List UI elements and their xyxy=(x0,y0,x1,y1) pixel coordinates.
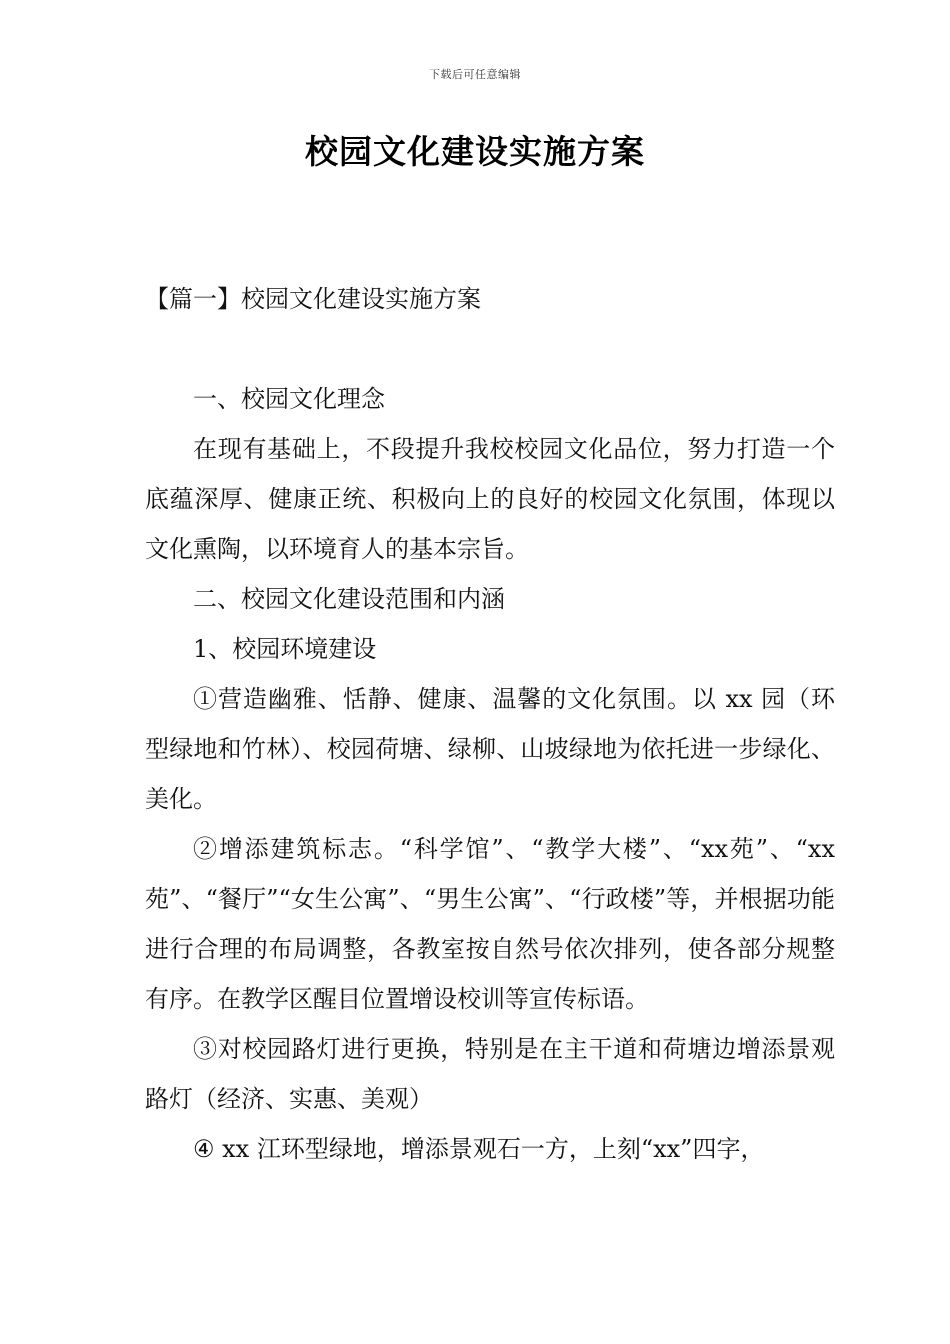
heading-culture-concept: 一、校园文化理念 xyxy=(193,385,385,413)
paragraph-item-3: ③对校园路灯进行更换，特别是在主干道和荷塘边增添景观路灯（经济、实惠、美观） xyxy=(145,1035,835,1113)
heading-scope-and-content: 二、校园文化建设范围和内涵 xyxy=(193,585,505,613)
paragraph-item-1: ①营造幽雅、恬静、健康、温馨的文化氛围。以 xx 园（环型绿地和竹林）、校园荷塘、绿柳、山坡绿地为依托进一步绿化、美化。 xyxy=(145,685,835,813)
paragraph-item-4: ④ xx 江环型绿地，增添景观石一方，上刻“xx”四字， xyxy=(193,1135,765,1163)
document-title: 校园文化建设实施方案 xyxy=(305,132,645,171)
paragraph-culture-concept: 在现有基础上，不段提升我校校园文化品位，努力打造一个底蕴深厚、健康正统、积极向上的良好的校园文化氛围，体现以文化熏陶，以环境育人的基本宗旨。 xyxy=(145,435,835,563)
paragraph-item-2: ②增添建筑标志。“科学馆”、“教学大楼”、“xx苑”、“xx 苑”、“餐厅”“女生公寓”、“男生公寓”、“行政楼”等，并根据功能进行合理的布局调整，各教室按自然号依次排列，使各部分规整有序。在教学区醒目位置增设校训等宣传标语。 xyxy=(145,835,835,1013)
heading-environment-construction: 1、校园环境建设 xyxy=(193,635,377,663)
section-heading: 【篇一】校园文化建设实施方案 xyxy=(145,285,481,313)
header-note: 下载后可任意编辑 xyxy=(429,68,521,81)
document-body xyxy=(145,374,835,1174)
